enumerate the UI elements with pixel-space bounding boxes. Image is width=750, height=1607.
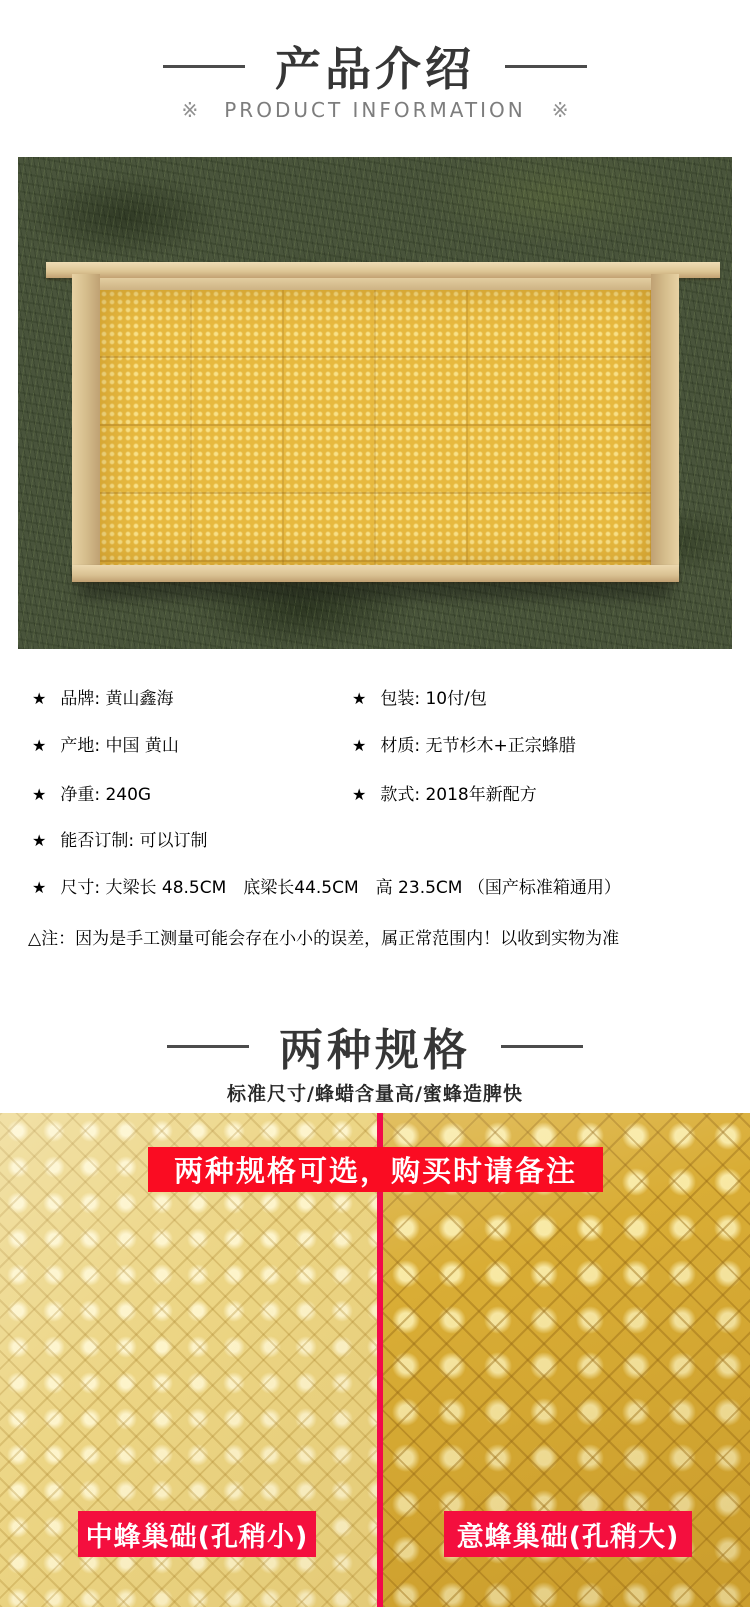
- star-icon: ★: [32, 831, 47, 850]
- star-icon: ★: [352, 785, 367, 804]
- spec-item: [32, 877, 621, 899]
- title-line-left: [163, 65, 245, 68]
- star-icon: ★: [32, 689, 47, 708]
- title-line-right: [501, 1045, 583, 1048]
- spec-text: 包装: 10付/包: [380, 689, 487, 709]
- frame-top-inner-rail: [72, 278, 679, 290]
- spec-item: [32, 688, 352, 710]
- reference-mark-icon: ※: [551, 98, 569, 122]
- product-photo: [18, 157, 732, 649]
- star-icon: ★: [32, 878, 47, 897]
- intro-subheader: [0, 98, 750, 122]
- spec-item: [352, 784, 537, 806]
- title-line-right: [505, 65, 587, 68]
- intro-header: [0, 33, 750, 99]
- wax-foundation-sheet: [100, 290, 651, 565]
- spec-row: [32, 735, 732, 757]
- star-icon: ★: [32, 736, 47, 755]
- reference-mark-icon: ※: [181, 98, 199, 122]
- spec-row: [32, 688, 732, 710]
- spec-item: [352, 735, 576, 757]
- frame-side-bar-left: [72, 274, 100, 582]
- star-icon: ★: [352, 736, 367, 755]
- frame-bottom-bar: [72, 565, 679, 582]
- label-italian-bee-foundation: 意蜂巢础(孔稍大): [444, 1511, 692, 1557]
- frame-side-bar-right: [651, 274, 679, 582]
- intro-subtitle: PRODUCT INFORMATION: [224, 98, 526, 122]
- comparison-image: [0, 1113, 750, 1607]
- spec-text: 净重: 240G: [60, 785, 152, 805]
- two-specs-header: [0, 1014, 750, 1078]
- title-line-left: [167, 1045, 249, 1048]
- star-icon: ★: [352, 689, 367, 708]
- spec-text: 尺寸: 大梁长 48.5CM 底梁长44.5CM 高 23.5CM （国产标准箱通用）: [60, 878, 621, 898]
- spec-item: [32, 784, 352, 806]
- spec-text: 款式: 2018年新配方: [380, 785, 537, 805]
- frame-top-bar: [46, 262, 720, 278]
- frame-shadow: [78, 581, 672, 597]
- label-chinese-bee-foundation: 中蜂巢础(孔稍小): [78, 1511, 316, 1557]
- intro-title: 产品介绍: [275, 42, 475, 96]
- spec-row: [32, 877, 732, 899]
- spec-text: 材质: 无节杉木+正宗蜂腊: [380, 736, 576, 756]
- star-icon: ★: [32, 785, 47, 804]
- spec-row: [32, 830, 732, 852]
- spec-item: [352, 688, 487, 710]
- spec-text: 产地: 中国 黄山: [60, 736, 179, 756]
- spec-text: 品牌: 黄山鑫海: [60, 689, 174, 709]
- spec-item: [32, 830, 207, 852]
- spec-text: 能否订制: 可以订制: [60, 831, 208, 851]
- spec-row: [32, 784, 732, 806]
- measurement-note: △注：因为是手工测量可能会存在小小的误差，属正常范围内！以收到实物为准: [28, 929, 620, 949]
- two-specs-title: 两种规格: [279, 1025, 471, 1076]
- choose-spec-banner: 两种规格可选，购买时请备注: [148, 1147, 603, 1192]
- spec-item: [32, 735, 352, 757]
- two-specs-subtitle: 标准尺寸/蜂蜡含量高/蜜蜂造脾快: [227, 1083, 523, 1105]
